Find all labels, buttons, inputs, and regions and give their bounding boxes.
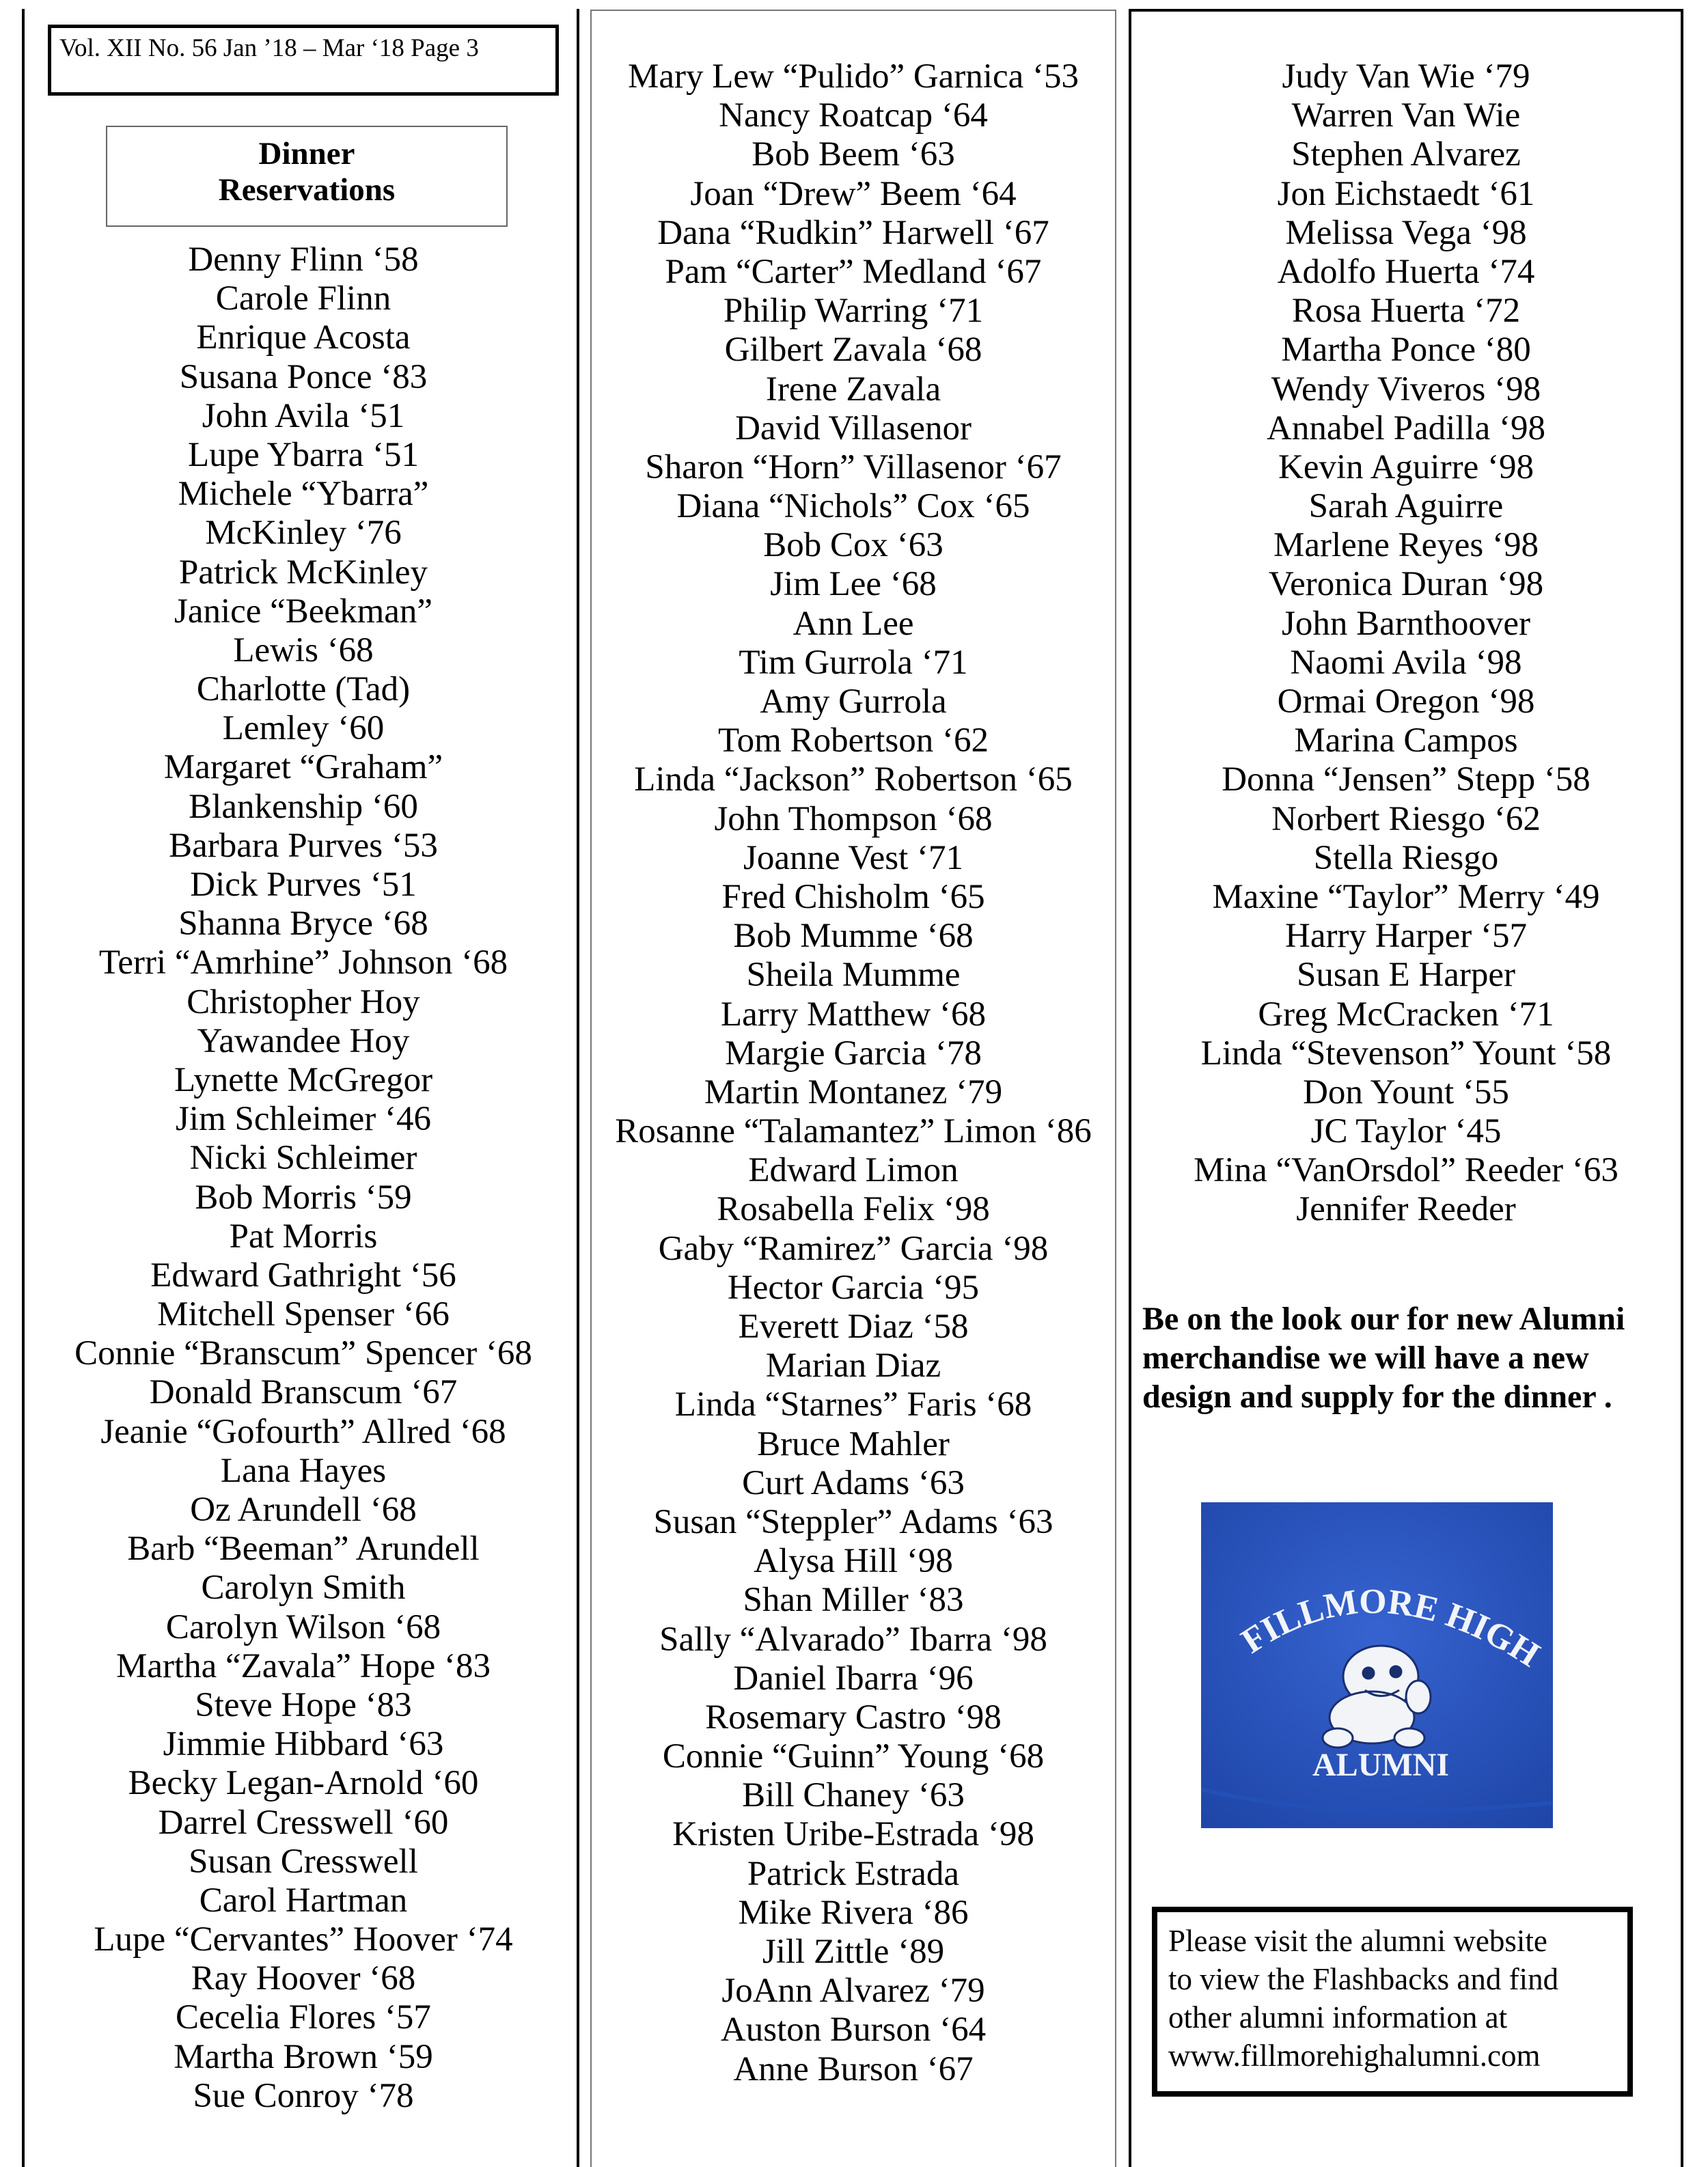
reservation-name: Diana “Nichols” Cox ‘65 [676,487,1030,526]
reservation-name: Nicki Schleimer [189,1139,417,1178]
reservation-name: Susana Ponce ‘83 [179,357,428,396]
reservation-name: Martha Brown ‘59 [174,2037,433,2076]
reservation-name: Lupe “Cervantes” Hoover ‘74 [94,1920,513,1959]
reservation-name: Martin Montanez ‘79 [704,1073,1003,1112]
reservation-name: Donald Branscum ‘67 [149,1373,458,1412]
reservation-name: Carole Flinn [215,279,391,318]
website-info-box [1152,1907,1633,2097]
reservation-name: Shan Miller ‘83 [743,1581,964,1620]
reservation-name: Sue Conroy ‘78 [193,2076,414,2115]
reservation-name: Marina Campos [1294,721,1518,760]
reservation-name: Martha “Zavala” Hope ‘83 [116,1646,491,1685]
reservation-name: Pat Morris [229,1217,378,1256]
reservation-name: Alysa Hill ‘98 [754,1542,953,1581]
reservation-name: Enrique Acosta [196,318,411,357]
reservation-name: Hector Garcia ‘95 [727,1268,980,1307]
reservation-name: Jennifer Reeder [1296,1190,1516,1229]
reservation-name: Susan Cresswell [189,1842,418,1881]
reservation-name: Auston Burson ‘64 [720,2011,987,2049]
reservation-name: Carolyn Wilson ‘68 [165,1607,441,1646]
reservation-name: Lynette McGregor [174,1060,433,1099]
reservation-name: John Thompson ‘68 [714,799,993,838]
reservation-name: Mary Lew “Pulido” Garnica ‘53 [628,57,1079,96]
reservation-name: Michele “Ybarra” [178,475,429,514]
reservation-name: Connie “Branscum” Spencer ‘68 [74,1334,532,1373]
reservation-name: Susan “Steppler” Adams ‘63 [653,1502,1053,1541]
reservation-name: Connie “Guinn” Young ‘68 [662,1737,1045,1776]
reservation-name: Marian Diaz [765,1347,941,1385]
reservation-name: Rosabella Felix ‘98 [717,1190,990,1229]
reservation-name: Lana Hayes [220,1451,387,1490]
reservation-name: JC Taylor ‘45 [1310,1112,1502,1151]
reservation-name: Charlotte (Tad) [196,670,411,709]
reservation-name: Yawandee Hoy [197,1021,410,1060]
reservation-name: Tom Robertson ‘62 [718,721,989,760]
reservation-name: Irene Zavala [765,370,941,409]
reservation-name: Amy Gurrola [760,682,947,721]
reservation-name: Mike Rivera ‘86 [738,1893,969,1932]
reservation-name: Becky Legan-Arnold ‘60 [128,1764,479,1803]
reservation-name: Kristen Uribe-Estrada ‘98 [672,1815,1034,1854]
reservation-name: Darrel Cresswell ‘60 [158,1803,449,1842]
reservation-name: Larry Matthew ‘68 [720,995,987,1034]
reservation-name: John Avila ‘51 [202,396,405,435]
volume-header-box [48,25,559,96]
reservation-name: Jim Schleimer ‘46 [176,1100,431,1139]
reservation-name: Dana “Rudkin” Harwell ‘67 [657,213,1049,252]
reservation-name: Bob Beem ‘63 [752,135,955,174]
reservation-name: Barbara Purves ‘53 [169,826,438,865]
reservation-name: Rosa Huerta ‘72 [1291,292,1521,331]
reservation-name: Bruce Mahler [757,1424,950,1463]
reservation-name: Margie Garcia ‘78 [725,1034,982,1073]
reservation-name: Edward Limon [748,1151,959,1190]
reservation-name: Mina “VanOrsdol” Reeder ‘63 [1194,1151,1619,1190]
reservation-name: Veronica Duran ‘98 [1268,565,1544,604]
reservation-name: Ray Hoover ‘68 [191,1959,416,1998]
reservation-name: Christopher Hoy [187,982,420,1021]
reservation-name: Patrick McKinley [179,553,428,592]
reservation-name: Naomi Avila ‘98 [1290,643,1522,682]
reservation-name: Joan “Drew” Beem ‘64 [690,174,1017,213]
reservation-name: Jim Lee ‘68 [770,565,937,604]
reservation-name: Annabel Padilla ‘98 [1267,409,1545,447]
reservation-name: Linda “Starnes” Faris ‘68 [674,1385,1032,1424]
reservation-name: Stella Riesgo [1313,838,1499,877]
reservation-name: Edward Gathright ‘56 [150,1256,456,1295]
reservation-name: Lewis ‘68 [233,631,374,670]
reservation-name: Donna “Jensen” Stepp ‘58 [1222,760,1590,799]
volume-line: Vol. XII No. 56 Jan ’18 – Mar ‘18 Page 3 [59,34,479,62]
reservation-name: David Villasenor [735,409,972,447]
reservation-name: Mitchell Spenser ‘66 [157,1295,450,1334]
reservation-name: Greg McCracken ‘71 [1258,995,1554,1034]
reservation-name: Gaby “Ramirez” Garcia ‘98 [658,1229,1049,1268]
website-info-text [1168,1922,1633,2075]
reservation-name: Warren Van Wie [1291,96,1521,135]
reservation-name: Kevin Aguirre ‘98 [1278,447,1534,486]
reservation-name: Rosanne “Talamantez” Limon ‘86 [615,1112,1092,1151]
reservation-name: Bob Mumme ‘68 [733,917,974,956]
dinner-heading-line2: Reservations [218,172,396,208]
reservation-name: Jill Zittle ‘89 [762,1933,945,1971]
reservation-name: Linda “Jackson” Robertson ‘65 [634,760,1073,799]
reservation-name: John Barnthoover [1281,604,1531,643]
reservation-name: Martha Ponce ‘80 [1281,331,1531,370]
reservation-name: Adolfo Huerta ‘74 [1277,252,1535,291]
reservation-name: Carol Hartman [199,1881,408,1920]
reservation-name: Shanna Bryce ‘68 [178,905,428,943]
reservation-name: Don Yount ‘55 [1303,1073,1509,1112]
reservation-name: Barb “Beeman” Arundell [127,1530,480,1569]
reservation-list-column-2 [592,57,1115,2089]
reservation-name: Dick Purves ‘51 [190,866,417,904]
reservation-name: Tim Gurrola ‘71 [739,643,968,682]
reservation-name: Lemley ‘60 [222,709,385,748]
reservation-name: Harry Harper ‘57 [1285,917,1527,956]
reservation-name: Gilbert Zavala ‘68 [724,331,982,370]
reservation-name: Steve Hope ‘83 [195,1685,412,1724]
reservation-name: Joanne Vest ‘71 [743,838,963,877]
reservation-name: Philip Warring ‘71 [723,292,984,331]
reservation-name: Sally “Alvarado” Ibarra ‘98 [659,1620,1047,1659]
reservation-name: Daniel Ibarra ‘96 [733,1659,974,1698]
reservation-name: Stephen Alvarez [1291,135,1521,174]
alumni-shirt-photo [1201,1502,1553,1828]
reservation-name: Margaret “Graham” [163,748,443,787]
reservation-name: Denny Flinn ‘58 [188,240,419,279]
reservation-name: Bob Morris ‘59 [195,1178,412,1217]
reservation-name: JoAnn Alvarez ‘79 [721,1972,985,2011]
reservation-name: Sarah Aguirre [1308,487,1504,526]
reservation-name: Wendy Viveros ‘98 [1271,370,1541,409]
reservation-name: Marlene Reyes ‘98 [1273,526,1539,565]
shirt-text-bottom: ALUMNI [1312,1747,1449,1783]
reservation-name: Blankenship ‘60 [189,787,418,826]
reservation-name: Janice “Beekman” [174,592,433,631]
reservation-name: Melissa Vega ‘98 [1285,213,1527,252]
shirt-text-top: FILLMORE HIGH [1235,1582,1547,1675]
reservation-list-column-3 [1133,57,1679,1230]
reservation-name: Nancy Roatcap ‘64 [719,96,988,135]
reservation-name: Norbert Riesgo ‘62 [1271,799,1541,838]
reservation-name: Jon Eichstaedt ‘61 [1277,174,1535,213]
reservation-name: Curt Adams ‘63 [742,1463,965,1502]
reservation-name: Cecelia Flores ‘57 [176,1998,431,2037]
website-url[interactable]: www.fillmorehighalumni.com [1168,2039,1541,2073]
dinner-heading-line1: Dinner [258,136,355,171]
reservation-name: Everett Diaz ‘58 [738,1308,969,1346]
dinner-reservations-heading [106,126,508,227]
reservation-name: Carolyn Smith [201,1569,406,1607]
reservation-name: Bob Cox ‘63 [763,526,943,565]
reservation-name: Judy Van Wie ‘79 [1282,57,1530,96]
reservation-name: Pam “Carter” Medland ‘67 [665,252,1042,291]
reservation-name: Jeanie “Gofourth” Allred ‘68 [100,1412,506,1451]
reservation-name: Ann Lee [793,604,914,643]
reservation-name: Lupe Ybarra ‘51 [188,435,419,474]
reservation-list-column-1 [27,240,579,2116]
reservation-name: Jimmie Hibbard ‘63 [163,1725,444,1764]
reservation-name: Patrick Estrada [747,1854,960,1893]
reservation-name: Ormai Oregon ‘98 [1277,682,1535,721]
reservation-name: Susan E Harper [1296,956,1516,995]
reservation-name: Maxine “Taylor” Merry ‘49 [1212,877,1600,916]
reservation-name: Sharon “Horn” Villasenor ‘67 [645,447,1062,486]
reservation-name: Rosemary Castro ‘98 [705,1698,1002,1737]
reservation-name: Oz Arundell ‘68 [190,1491,417,1529]
reservation-name: Anne Burson ‘67 [733,2049,974,2088]
reservation-name: Linda “Stevenson” Yount ‘58 [1200,1034,1612,1073]
reservation-name: Fred Chisholm ‘65 [721,877,985,916]
reservation-name: Bill Chaney ‘63 [742,1776,965,1815]
website-line1: Please visit the alumni website [1168,1924,1547,1958]
reservation-name: McKinley ‘76 [205,514,402,553]
merchandise-note: Be on the look our for new Alumni merchandise we will have a new design and supply for the dinner . [1142,1301,1625,1415]
website-line2: to view the Flashbacks and find [1168,1962,1559,1996]
website-line3: other alumni information at [1168,2000,1508,2034]
reservation-name: Terri “Amrhine” Johnson ‘68 [98,943,508,982]
reservation-name: Sheila Mumme [746,956,961,995]
